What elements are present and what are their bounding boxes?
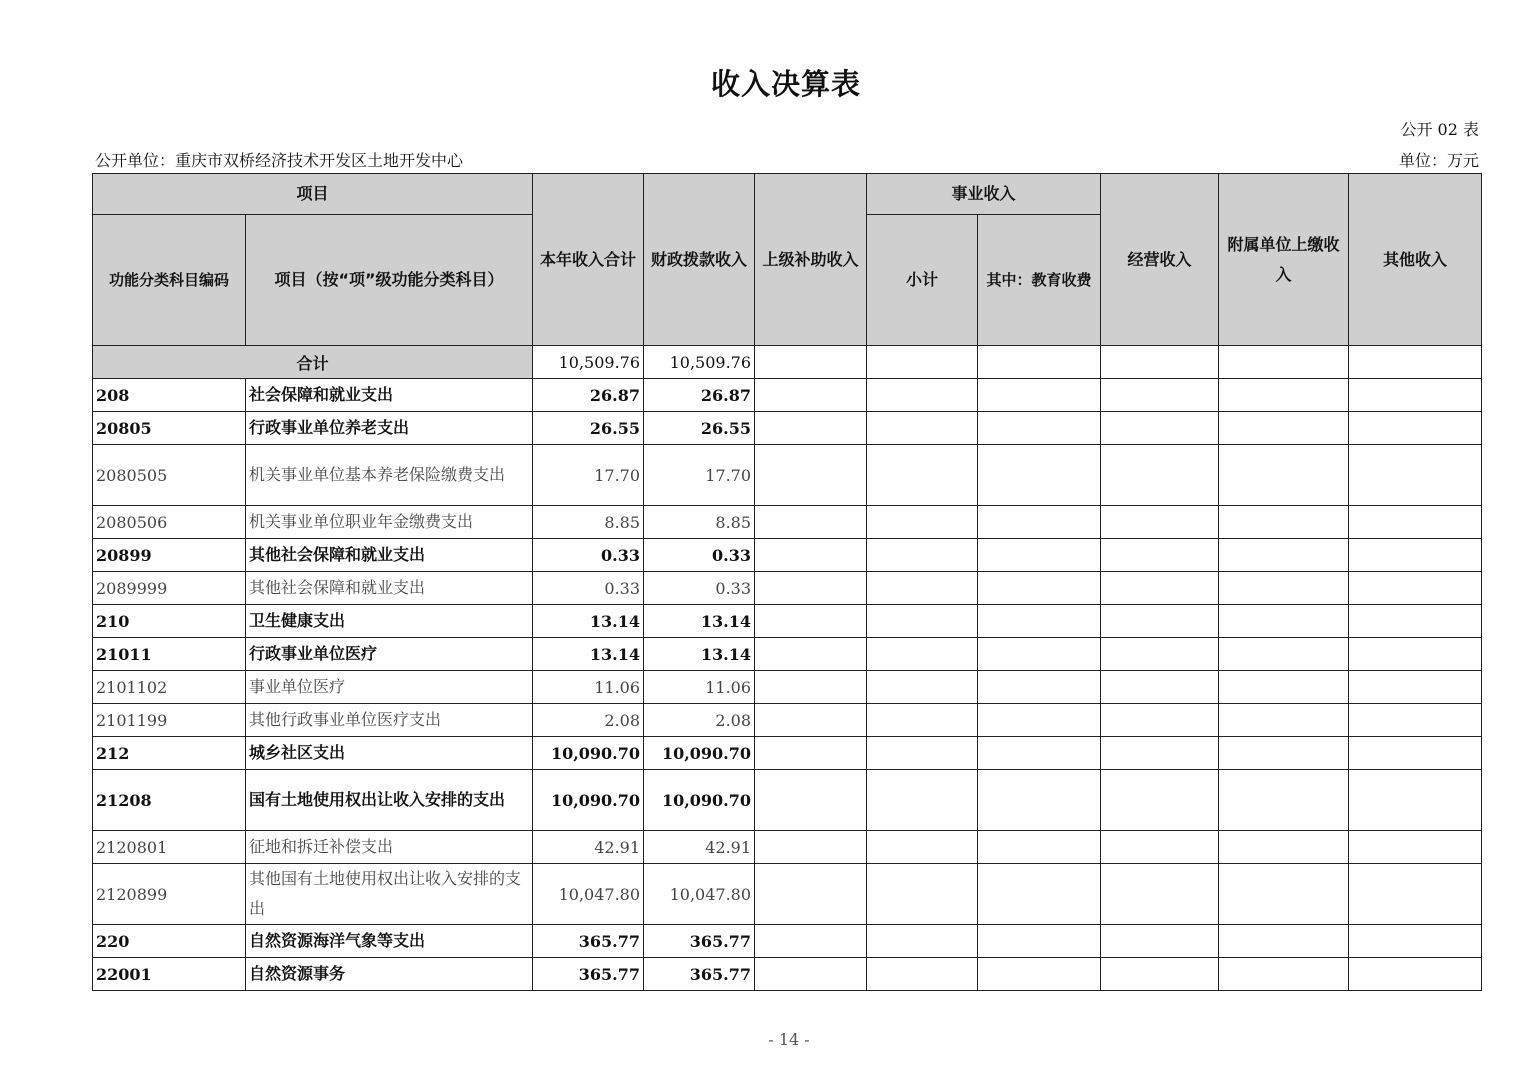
empty-cell [755, 737, 867, 770]
row-total-income: 0.33 [533, 539, 644, 572]
row-name: 事业单位医疗 [246, 671, 533, 704]
row-total-income: 42.91 [533, 831, 644, 864]
table-row [93, 412, 1482, 445]
table-row [93, 864, 1482, 925]
empty-cell [1349, 704, 1482, 737]
table-row [93, 704, 1482, 737]
row-total-income: 11.06 [533, 671, 644, 704]
row-fiscal: 13.14 [644, 605, 755, 638]
empty-cell [1101, 379, 1219, 412]
empty-cell [1219, 704, 1349, 737]
empty-cell [978, 704, 1101, 737]
table-row [93, 605, 1482, 638]
table-row [93, 638, 1482, 671]
row-code: 21208 [93, 770, 246, 831]
header-subtotal: 小计 [867, 215, 978, 346]
row-name: 行政事业单位医疗 [246, 638, 533, 671]
empty-cell [1101, 506, 1219, 539]
header-project: 项目 [93, 174, 533, 215]
empty-cell [867, 445, 978, 506]
empty-cell [1349, 671, 1482, 704]
empty-cell [867, 506, 978, 539]
empty-cell [1101, 770, 1219, 831]
table-row [93, 445, 1482, 506]
row-fiscal: 10,047.80 [644, 864, 755, 925]
header-affiliate: 附属单位上缴收入 [1219, 174, 1349, 346]
row-name: 其他国有土地使用权出让收入安排的支出 [246, 864, 533, 925]
page-title: 收入决算表 [710, 67, 861, 101]
row-total-income: 2.08 [533, 704, 644, 737]
empty-cell [755, 925, 867, 958]
empty-cell [1349, 925, 1482, 958]
empty-cell [755, 770, 867, 831]
empty-cell [1349, 638, 1482, 671]
row-fiscal: 365.77 [644, 958, 755, 991]
row-total-income: 26.87 [533, 379, 644, 412]
row-total-income: 10,090.70 [533, 770, 644, 831]
row-fiscal: 42.91 [644, 831, 755, 864]
empty-cell [867, 704, 978, 737]
empty-cell [755, 831, 867, 864]
empty-cell [1219, 638, 1349, 671]
empty-cell [1219, 412, 1349, 445]
header-other: 其他收入 [1349, 174, 1482, 346]
empty-cell [1219, 864, 1349, 925]
header-operating: 经营收入 [1101, 174, 1219, 346]
total-fiscal-cell: 10,509.76 [644, 346, 755, 379]
header-superior: 上级补助收入 [755, 174, 867, 346]
empty-cell [1101, 671, 1219, 704]
empty-cell [755, 605, 867, 638]
row-total-income: 365.77 [533, 958, 644, 991]
row-code: 20805 [93, 412, 246, 445]
row-fiscal: 0.33 [644, 539, 755, 572]
total-label: 合计 [93, 346, 533, 379]
row-code: 210 [93, 605, 246, 638]
empty-cell [978, 864, 1101, 925]
empty-cell [867, 831, 978, 864]
empty-cell [1219, 958, 1349, 991]
page-number: - 14 - [768, 1030, 810, 1049]
row-total-income: 17.70 [533, 445, 644, 506]
empty-cell [1349, 539, 1482, 572]
empty-cell [1101, 958, 1219, 991]
row-name: 国有土地使用权出让收入安排的支出 [246, 770, 533, 831]
empty-cell [1101, 445, 1219, 506]
empty-cell [978, 671, 1101, 704]
empty-cell [978, 925, 1101, 958]
empty-cell [867, 539, 978, 572]
row-name: 其他社会保障和就业支出 [246, 572, 533, 605]
empty-cell [867, 379, 978, 412]
empty-cell [978, 379, 1101, 412]
header-fiscal: 财政拨款收入 [644, 174, 755, 346]
table-row [93, 958, 1482, 991]
empty-cell [1219, 346, 1349, 379]
empty-cell [1349, 346, 1482, 379]
empty-cell [1349, 572, 1482, 605]
empty-cell [1349, 379, 1482, 412]
empty-cell [1219, 379, 1349, 412]
empty-cell [755, 346, 867, 379]
row-code: 212 [93, 737, 246, 770]
table-row [93, 506, 1482, 539]
empty-cell [1349, 737, 1482, 770]
empty-cell [1101, 864, 1219, 925]
empty-cell [755, 671, 867, 704]
empty-cell [755, 539, 867, 572]
empty-cell [1101, 925, 1219, 958]
empty-cell [1349, 506, 1482, 539]
form-code: 公开 02 表 [1400, 120, 1479, 139]
empty-cell [755, 704, 867, 737]
row-total-income: 26.55 [533, 412, 644, 445]
table-row [93, 671, 1482, 704]
header-total-income: 本年收入合计 [533, 174, 644, 346]
empty-cell [1219, 445, 1349, 506]
row-code: 22001 [93, 958, 246, 991]
empty-cell [1349, 412, 1482, 445]
empty-cell [978, 539, 1101, 572]
row-total-income: 13.14 [533, 638, 644, 671]
empty-cell [867, 605, 978, 638]
empty-cell [978, 605, 1101, 638]
empty-cell [1101, 572, 1219, 605]
row-name: 社会保障和就业支出 [246, 379, 533, 412]
empty-cell [1219, 925, 1349, 958]
empty-cell [1101, 704, 1219, 737]
total-row [93, 346, 1482, 379]
table-row [93, 572, 1482, 605]
empty-cell [1219, 572, 1349, 605]
empty-cell [1101, 346, 1219, 379]
empty-cell [867, 925, 978, 958]
table-row [93, 737, 1482, 770]
empty-cell [1101, 831, 1219, 864]
empty-cell [755, 958, 867, 991]
empty-cell [755, 864, 867, 925]
empty-cell [755, 638, 867, 671]
empty-cell [867, 412, 978, 445]
row-code: 2080505 [93, 445, 246, 506]
empty-cell [1349, 770, 1482, 831]
empty-cell [867, 346, 978, 379]
row-fiscal: 8.85 [644, 506, 755, 539]
header-item-name: 项目（按“项”级功能分类科目） [246, 215, 533, 346]
empty-cell [1219, 539, 1349, 572]
empty-cell [755, 379, 867, 412]
total-income-cell: 10,509.76 [533, 346, 644, 379]
empty-cell [1349, 958, 1482, 991]
row-fiscal: 0.33 [644, 572, 755, 605]
row-fiscal: 10,090.70 [644, 770, 755, 831]
empty-cell [1101, 605, 1219, 638]
empty-cell [978, 346, 1101, 379]
row-code: 208 [93, 379, 246, 412]
row-name: 自然资源海洋气象等支出 [246, 925, 533, 958]
row-fiscal: 11.06 [644, 671, 755, 704]
empty-cell [1101, 737, 1219, 770]
row-name: 其他社会保障和就业支出 [246, 539, 533, 572]
row-total-income: 365.77 [533, 925, 644, 958]
empty-cell [1349, 445, 1482, 506]
row-name: 城乡社区支出 [246, 737, 533, 770]
header-education: 其中：教育收费 [978, 215, 1101, 346]
empty-cell [755, 572, 867, 605]
empty-cell [1349, 831, 1482, 864]
empty-cell [867, 671, 978, 704]
row-code: 2101199 [93, 704, 246, 737]
row-code: 2120899 [93, 864, 246, 925]
header-business: 事业收入 [867, 174, 1101, 215]
row-total-income: 8.85 [533, 506, 644, 539]
row-fiscal: 2.08 [644, 704, 755, 737]
table-row [93, 831, 1482, 864]
empty-cell [978, 737, 1101, 770]
empty-cell [867, 572, 978, 605]
row-code: 20899 [93, 539, 246, 572]
publishing-unit: 公开单位：重庆市双桥经济技术开发区土地开发中心 [95, 151, 464, 170]
empty-cell [1219, 671, 1349, 704]
row-name: 自然资源事务 [246, 958, 533, 991]
empty-cell [867, 864, 978, 925]
table-body [93, 346, 1482, 991]
empty-cell [978, 958, 1101, 991]
currency-unit: 单位：万元 [1398, 151, 1479, 170]
row-name: 机关事业单位基本养老保险缴费支出 [246, 445, 533, 506]
row-name: 其他行政事业单位医疗支出 [246, 704, 533, 737]
empty-cell [867, 770, 978, 831]
row-code: 2120801 [93, 831, 246, 864]
header-func-code: 功能分类科目编码 [93, 215, 246, 346]
empty-cell [978, 506, 1101, 539]
row-code: 2080506 [93, 506, 246, 539]
row-name: 卫生健康支出 [246, 605, 533, 638]
empty-cell [1219, 737, 1349, 770]
empty-cell [1101, 638, 1219, 671]
empty-cell [1101, 539, 1219, 572]
empty-cell [978, 572, 1101, 605]
table-row [93, 379, 1482, 412]
empty-cell [1101, 412, 1219, 445]
row-fiscal: 10,090.70 [644, 737, 755, 770]
empty-cell [1219, 831, 1349, 864]
income-table [92, 173, 1482, 991]
empty-cell [978, 638, 1101, 671]
empty-cell [978, 412, 1101, 445]
row-fiscal: 365.77 [644, 925, 755, 958]
row-name: 机关事业单位职业年金缴费支出 [246, 506, 533, 539]
empty-cell [755, 445, 867, 506]
table-row [93, 925, 1482, 958]
row-total-income: 10,090.70 [533, 737, 644, 770]
row-fiscal: 13.14 [644, 638, 755, 671]
table-row [93, 539, 1482, 572]
row-total-income: 0.33 [533, 572, 644, 605]
row-total-income: 13.14 [533, 605, 644, 638]
empty-cell [1219, 770, 1349, 831]
empty-cell [978, 445, 1101, 506]
row-code: 2101102 [93, 671, 246, 704]
empty-cell [1219, 506, 1349, 539]
empty-cell [1349, 605, 1482, 638]
empty-cell [978, 770, 1101, 831]
row-code: 2089999 [93, 572, 246, 605]
row-fiscal: 26.55 [644, 412, 755, 445]
row-total-income: 10,047.80 [533, 864, 644, 925]
empty-cell [867, 958, 978, 991]
empty-cell [867, 638, 978, 671]
empty-cell [867, 737, 978, 770]
row-fiscal: 26.87 [644, 379, 755, 412]
empty-cell [755, 412, 867, 445]
empty-cell [1349, 864, 1482, 925]
empty-cell [755, 506, 867, 539]
row-code: 21011 [93, 638, 246, 671]
empty-cell [1219, 605, 1349, 638]
row-fiscal: 17.70 [644, 445, 755, 506]
row-code: 220 [93, 925, 246, 958]
table-row [93, 770, 1482, 831]
empty-cell [978, 831, 1101, 864]
row-name: 征地和拆迁补偿支出 [246, 831, 533, 864]
row-name: 行政事业单位养老支出 [246, 412, 533, 445]
